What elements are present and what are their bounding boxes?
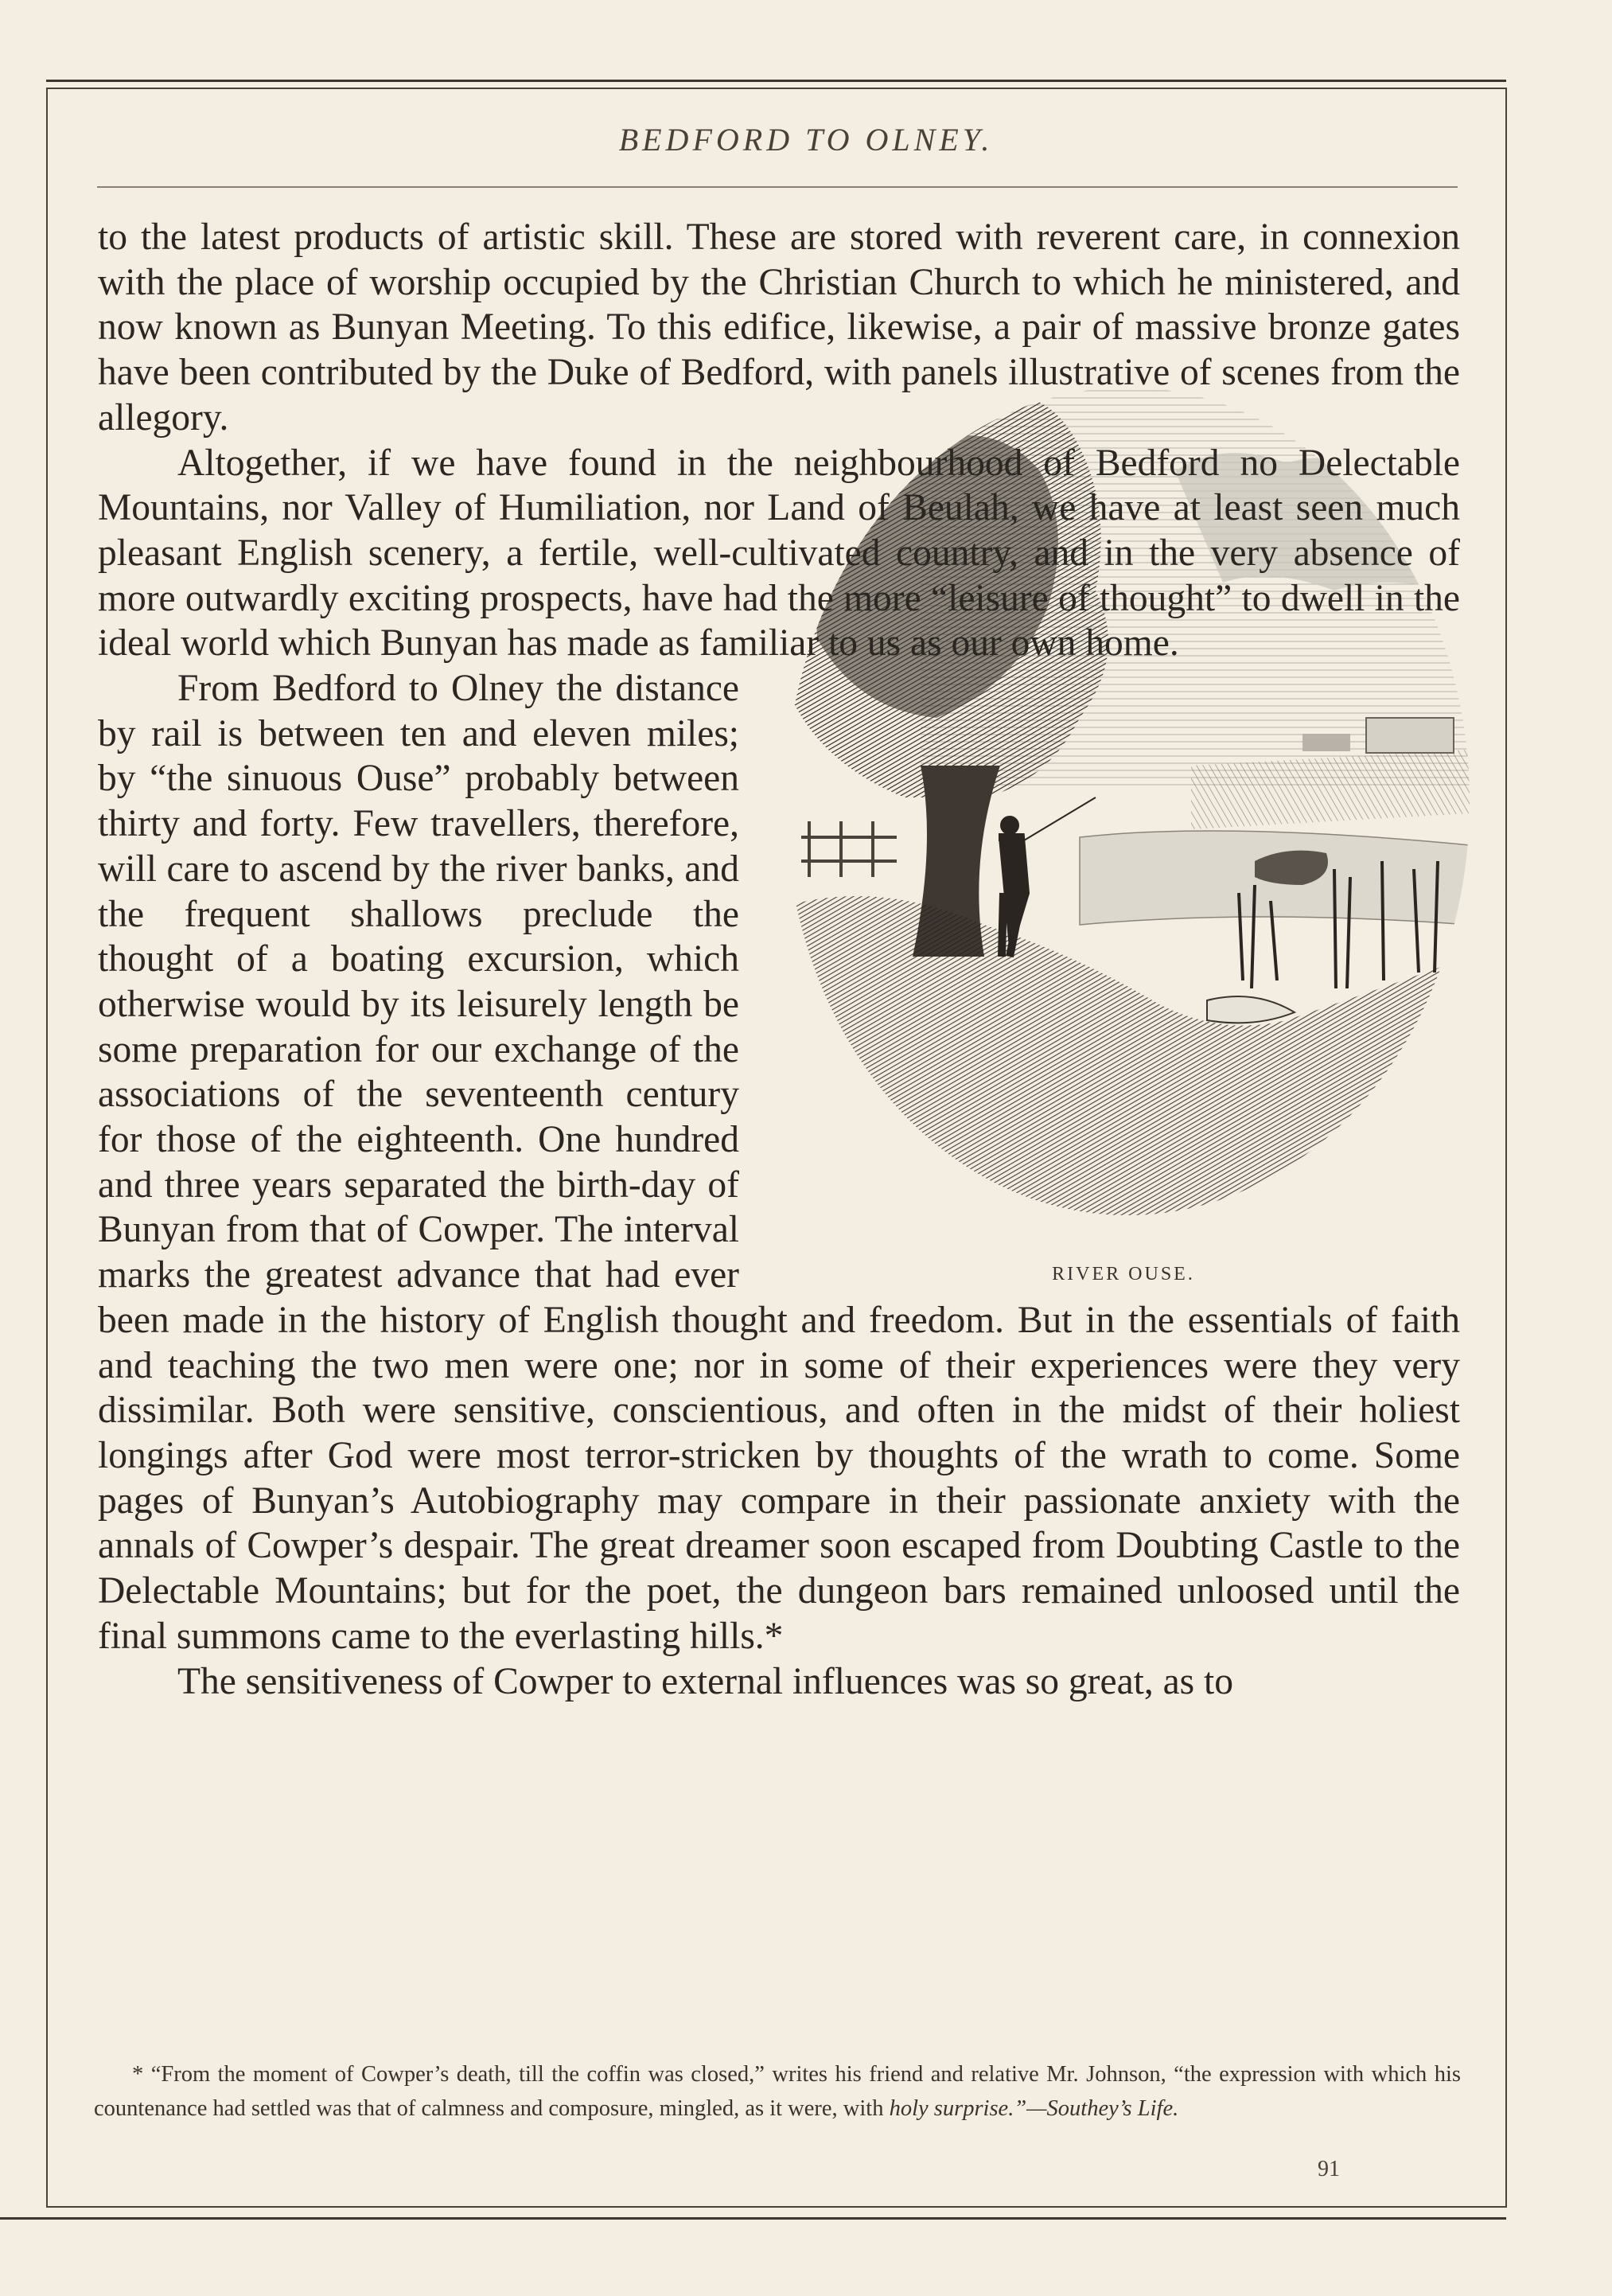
frame-top-rule: [46, 80, 1506, 82]
paragraph-3: From Bedford to Olney the distance by rail is between ten and eleven miles; by “the sinuous Ouse” probably between thirty and forty. Few travellers, therefore, will care to ascend by the river banks, and the frequent shallows preclude the thought of a boating excursion, which otherwise would by its leisurely length be some preparation for our exchange of the associations of the seventeenth century for those of the eighteenth. One hundred and three years separated the birth-day of Bunyan from that of Cowper. The interval marks the greatest advance that had ever been made in the history of English thought and freedom. But in the essentials of faith and teaching the two men were one; nor in some of their experiences were they very dissimilar. Both were sensitive, conscientious, and often in the midst of their holiest longings after God were most terror-stricken by thoughts of the wrath to come. Some pages of Bunyan’s Autobiography may compare in their passionate anxiety with the annals of Cowper’s despair. The great dreamer soon escaped from Doubting Castle to the Delectable Mountains; but for the poet, the dungeon bars remained unloosed until the final summons came to the everlasting hills.*: [98, 668, 1460, 1657]
frame-bottom-rule: [0, 2217, 1506, 2220]
footnote: [94, 2057, 1461, 2126]
figure-head: [1000, 816, 1019, 835]
figure-caption: RIVER OUSE.: [1052, 1264, 1195, 1285]
footnote-citation: holy surprise.”—Southey’s Life.: [889, 2096, 1179, 2121]
paragraph-2-text: Altogether, if we have found in the neighbourhood of Bedford no Delectable Mountains, nor Valley of Humiliation, nor Land of Beulah, we have at least seen much pleasant English scenery, a fertile, well-cultivated country, and in the very absence of more outwardly exciting prospects, have had the more “leisure of thought” to dwell in the ideal world which Bunyan has made as familiar to us as our own home.: [98, 442, 1460, 665]
header-rule: [97, 186, 1458, 188]
running-head: BEDFORD TO OLNEY.: [618, 122, 994, 158]
paragraph-1: to the latest products of artistic skill. These are stored with reverent care, in connexion with the place of worship occupied by the Christian Church to which he ministered, and now known as Bunyan Meeting. To this edifice, likewise, a pair of massive bronze gates have been contributed by the Duke of Bedford, with panels illustrative of scenes from the allegory.: [98, 216, 1460, 439]
footnote-text: * “From the moment of Cowper’s death, till the coffin was closed,” writes his friend and relative Mr. Johnson, “the expression with which his countenance had settled was that of calmness and composure, mingled, as it were, with: [94, 2062, 1461, 2121]
distant-house: [1366, 718, 1454, 753]
body-text: [98, 215, 1460, 1704]
page-number: 91: [1318, 2157, 1340, 2181]
distant-building: [1302, 734, 1350, 751]
paragraph-4: The sensitiveness of Cowper to external influences was so great, as to: [177, 1660, 1233, 1702]
